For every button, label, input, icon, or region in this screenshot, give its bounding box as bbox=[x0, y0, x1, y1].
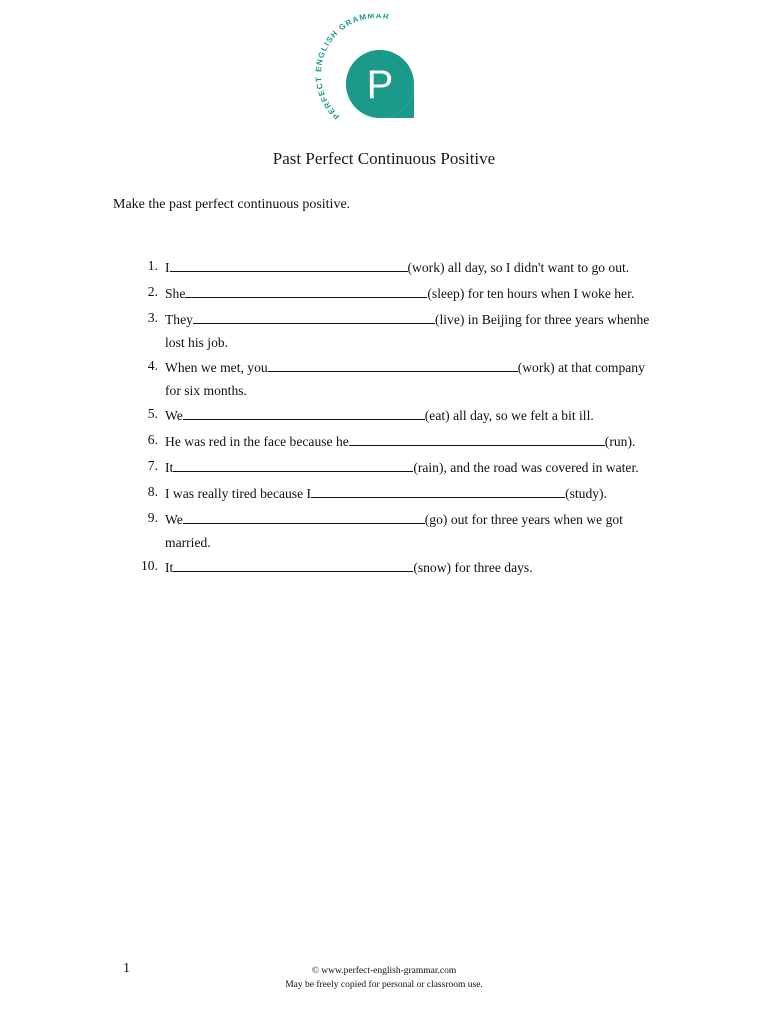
exercise-verb-rest: (study). bbox=[565, 486, 607, 501]
answer-blank[interactable] bbox=[268, 358, 518, 372]
answer-blank[interactable] bbox=[173, 458, 413, 472]
exercise-verb-rest: (eat) all day, so we felt a bit ill. bbox=[424, 408, 594, 423]
exercise-continuation: lost his job. bbox=[165, 335, 229, 350]
exercise-verb-rest: (run). bbox=[604, 434, 636, 449]
exercise-item bbox=[132, 458, 662, 480]
exercise-continuation: for six months. bbox=[165, 383, 247, 398]
exercise-verb-rest: (work) at that company bbox=[517, 360, 645, 375]
exercise-prompt: They bbox=[165, 312, 193, 327]
exercise-item bbox=[132, 484, 662, 506]
exercise-prompt: When we met, you bbox=[165, 360, 268, 375]
answer-blank[interactable] bbox=[170, 258, 408, 272]
logo-icon bbox=[310, 14, 430, 134]
exercise-verb-rest: (work) all day, so I didn't want to go out. bbox=[407, 260, 630, 275]
exercise-verb-rest: (snow) for three days. bbox=[413, 560, 533, 575]
answer-blank[interactable] bbox=[173, 558, 413, 572]
exercise-item bbox=[132, 358, 662, 402]
answer-blank[interactable] bbox=[183, 406, 425, 420]
exercise-prompt: I bbox=[165, 260, 170, 275]
exercise-prompt: He was red in the face because he bbox=[165, 434, 349, 449]
logo-letter: P bbox=[366, 63, 394, 107]
perfect-english-grammar-logo bbox=[310, 14, 430, 134]
exercise-item bbox=[132, 258, 662, 280]
exercise-item bbox=[132, 432, 662, 454]
exercise-number: 3. bbox=[147, 310, 158, 325]
exercise-number: 5. bbox=[147, 406, 158, 421]
exercise-item bbox=[132, 284, 662, 306]
logo-ring-text: PERFECT ENGLISH GRAMMAR bbox=[313, 14, 391, 122]
exercise-number: 8. bbox=[147, 484, 158, 499]
footer bbox=[0, 964, 768, 992]
answer-blank[interactable] bbox=[349, 432, 605, 446]
exercise-verb-rest: (sleep) for ten hours when I woke her. bbox=[427, 286, 635, 301]
exercise-number: 2. bbox=[147, 284, 158, 299]
answer-blank[interactable] bbox=[193, 310, 435, 324]
exercise-verb-rest: (live) in Beijing for three years whenhe bbox=[434, 312, 650, 327]
answer-blank[interactable] bbox=[185, 284, 427, 298]
exercise-number: 9. bbox=[147, 510, 158, 525]
exercise-prompt: It bbox=[165, 560, 174, 575]
exercise-prompt: We bbox=[165, 512, 183, 527]
exercise-item bbox=[132, 558, 662, 580]
exercise-item bbox=[132, 406, 662, 428]
answer-blank[interactable] bbox=[311, 484, 565, 498]
exercise-continuation: married. bbox=[165, 535, 211, 550]
exercise-number: 6. bbox=[147, 432, 158, 447]
exercise-list bbox=[132, 258, 662, 584]
exercise-verb-rest: (rain), and the road was covered in water. bbox=[413, 460, 639, 475]
footer-note: May be freely copied for personal or classroom use. bbox=[285, 980, 483, 990]
exercise-prompt: We bbox=[165, 408, 183, 423]
exercise-item bbox=[132, 510, 662, 554]
exercise-item bbox=[132, 310, 662, 354]
exercise-prompt: She bbox=[165, 286, 186, 301]
answer-blank[interactable] bbox=[183, 510, 425, 524]
exercise-prompt: I was really tired because I bbox=[165, 486, 312, 501]
exercise-prompt: It bbox=[165, 460, 174, 475]
page-number: 1 bbox=[123, 961, 130, 976]
worksheet-title: Past Perfect Continuous Positive bbox=[272, 149, 496, 168]
exercise-number: 10. bbox=[141, 558, 158, 573]
exercise-number: 7. bbox=[147, 458, 158, 473]
footer-website: © www.perfect-english-grammar.com bbox=[311, 966, 457, 976]
instructions: Make the past perfect continuous positive. bbox=[113, 197, 351, 212]
exercise-number: 1. bbox=[147, 258, 158, 273]
exercise-number: 4. bbox=[147, 358, 158, 373]
exercise-verb-rest: (go) out for three years when we got bbox=[424, 512, 623, 527]
